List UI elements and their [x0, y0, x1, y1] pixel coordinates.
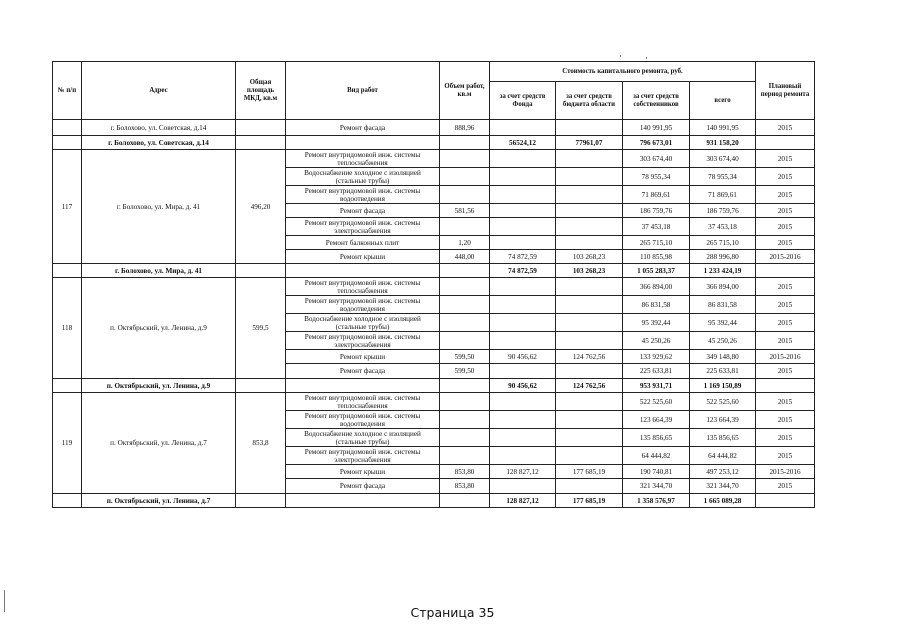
subtotal-owners: 953 931,71	[623, 379, 690, 393]
cell-owners: 140 991,95	[623, 120, 690, 136]
cell-work	[286, 136, 440, 150]
header-owners: за счет средств собственников	[623, 82, 690, 120]
cell-period: 2015	[756, 236, 815, 250]
cell-fund	[490, 236, 556, 250]
cell-total: 497 253,12	[690, 465, 756, 479]
cell-total: 140 991,95	[690, 120, 756, 136]
header-period: Плановый период ремонта	[756, 62, 815, 120]
cell-owners: 366 894,00	[623, 278, 690, 296]
cell-volume: 599,50	[440, 350, 490, 364]
subtotal-fund: 56524,12	[490, 136, 556, 150]
subtotal-row	[53, 264, 815, 278]
cell-fund: 128 827,12	[490, 465, 556, 479]
cell-volume: 1,20	[440, 236, 490, 250]
cell-num	[53, 379, 82, 393]
subtotal-owners: 1 358 576,97	[623, 494, 690, 508]
subtotal-fund: 90 456,62	[490, 379, 556, 393]
subtotal-owners: 796 673,01	[623, 136, 690, 150]
cell-total: 349 148,80	[690, 350, 756, 364]
cell-fund	[490, 278, 556, 296]
cell-volume	[440, 278, 490, 296]
cell-period: 2015	[756, 447, 815, 465]
cell-work: Ремонт внутридомовой инж. системы теплоснабжения	[286, 393, 440, 411]
cell-fund	[490, 296, 556, 314]
cell-period: 2015	[756, 218, 815, 236]
cell-fund: 90 456,62	[490, 350, 556, 364]
cell-owners: 303 674,40	[623, 150, 690, 168]
table-row	[53, 120, 815, 136]
cell-owners: 225 633,81	[623, 364, 690, 379]
cell-period: 2015	[756, 411, 815, 429]
cell-region	[556, 296, 623, 314]
cell-region	[556, 204, 623, 218]
cell-fund	[490, 218, 556, 236]
cell-total: 303 674,40	[690, 150, 756, 168]
cell-volume: 853,80	[440, 465, 490, 479]
subtotal-row	[53, 379, 815, 393]
cell-num	[53, 120, 82, 136]
cell-area	[236, 379, 286, 393]
cell-volume	[440, 218, 490, 236]
cell-total: 71 869,61	[690, 186, 756, 204]
cell-total: 321 344,70	[690, 479, 756, 494]
cell-region: 177 685,19	[556, 465, 623, 479]
cell-work: Водоснабжение холодное с изоляцией (стальные трубы)	[286, 168, 440, 186]
cell-num: 117	[53, 150, 82, 264]
cell-work: Ремонт крыши	[286, 465, 440, 479]
cell-owners: 133 929,62	[623, 350, 690, 364]
subtotal-row	[53, 494, 815, 508]
cell-volume	[440, 264, 490, 278]
subtotal-total: 931 158,20	[690, 136, 756, 150]
cell-region	[556, 150, 623, 168]
header-cost-group: Стоимость капитального ремонта, руб.	[490, 62, 756, 82]
cell-period: 2015	[756, 332, 815, 350]
cell-area	[236, 136, 286, 150]
cell-total: 265 715,10	[690, 236, 756, 250]
cell-work: Ремонт внутридомовой инж. системы электроснабжения	[286, 447, 440, 465]
cell-owners: 110 855,98	[623, 250, 690, 264]
cell-num	[53, 136, 82, 150]
cell-fund	[490, 447, 556, 465]
subtotal-region: 177 685,19	[556, 494, 623, 508]
cell-period: 2015	[756, 186, 815, 204]
cell-owners: 123 664,39	[623, 411, 690, 429]
cell-work: Ремонт внутридомовой инж. системы водоотведения	[286, 411, 440, 429]
cell-region	[556, 236, 623, 250]
cell-owners: 71 869,61	[623, 186, 690, 204]
cell-period: 2015	[756, 296, 815, 314]
cell-period: 2015-2016	[756, 465, 815, 479]
subtotal-region: 77961,07	[556, 136, 623, 150]
header-address: Адрес	[82, 62, 236, 120]
subtotal-region: 103 268,23	[556, 264, 623, 278]
cell-fund	[490, 332, 556, 350]
header-volume: Объем работ, кв.м	[440, 62, 490, 120]
cell-region	[556, 447, 623, 465]
cell-volume	[440, 150, 490, 168]
cell-region	[556, 332, 623, 350]
cell-address: г. Болохово, ул. Мира, д. 41	[82, 150, 236, 264]
header-row-1	[53, 62, 815, 82]
cell-area: 599,5	[236, 278, 286, 379]
cell-work: Ремонт внутридомовой инж. системы электроснабжения	[286, 218, 440, 236]
table-row	[53, 150, 815, 168]
cell-owners: 64 444,82	[623, 447, 690, 465]
cell-num	[53, 264, 82, 278]
cell-period: 2015	[756, 429, 815, 447]
cell-volume	[440, 411, 490, 429]
cell-owners: 45 250,26	[623, 332, 690, 350]
cell-volume	[440, 494, 490, 508]
cell-total: 123 664,39	[690, 411, 756, 429]
subtotal-total: 1 233 424,19	[690, 264, 756, 278]
cell-total: 135 856,65	[690, 429, 756, 447]
cell-period: 2015	[756, 314, 815, 332]
cell-total: 64 444,82	[690, 447, 756, 465]
cell-period	[756, 136, 815, 150]
cell-region	[556, 314, 623, 332]
cell-fund	[490, 314, 556, 332]
cell-total: 186 759,76	[690, 204, 756, 218]
cell-owners: 190 740,81	[623, 465, 690, 479]
cell-region: 124 762,56	[556, 350, 623, 364]
header-num: № п/п	[53, 62, 82, 120]
cell-address: п. Октябрьский, ул. Ленина, д.9	[82, 278, 236, 379]
cell-num: 119	[53, 393, 82, 494]
cell-fund	[490, 168, 556, 186]
cell-work: Ремонт крыши	[286, 350, 440, 364]
cell-num: 118	[53, 278, 82, 379]
cell-work: Ремонт фасада	[286, 120, 440, 136]
scan-artifact	[646, 57, 647, 59]
cell-region	[556, 411, 623, 429]
header-work-type: Вид работ	[286, 62, 440, 120]
cell-total: 45 250,26	[690, 332, 756, 350]
cell-period: 2015-2016	[756, 250, 815, 264]
cell-work: Ремонт фасада	[286, 364, 440, 379]
cell-work: Ремонт внутридомовой инж. системы теплоснабжения	[286, 150, 440, 168]
header-total: всего	[690, 82, 756, 120]
cell-volume: 448,00	[440, 250, 490, 264]
cell-volume: 853,80	[440, 479, 490, 494]
cell-region	[556, 218, 623, 236]
cell-area: 496,20	[236, 150, 286, 264]
cell-total: 225 633,81	[690, 364, 756, 379]
cell-work: Ремонт балконных плит	[286, 236, 440, 250]
cell-work: Ремонт крыши	[286, 250, 440, 264]
page-number: Страница 35	[410, 605, 495, 620]
cell-volume	[440, 314, 490, 332]
subtotal-label: г. Болохово, ул. Мира, д. 41	[82, 264, 236, 278]
subtotal-owners: 1 055 283,37	[623, 264, 690, 278]
cell-volume	[440, 379, 490, 393]
subtotal-label: п. Октябрьский, ул. Ленина, д.7	[82, 494, 236, 508]
cell-period	[756, 264, 815, 278]
cell-fund	[490, 429, 556, 447]
cell-period: 2015	[756, 204, 815, 218]
cell-owners: 135 856,65	[623, 429, 690, 447]
cell-work: Ремонт фасада	[286, 479, 440, 494]
subtotal-total: 1 169 150,89	[690, 379, 756, 393]
header-region: за счет средств бюджета области	[556, 82, 623, 120]
cell-total: 78 955,34	[690, 168, 756, 186]
cell-period	[756, 494, 815, 508]
cell-total: 95 392,44	[690, 314, 756, 332]
cell-work: Ремонт внутридомовой инж. системы электроснабжения	[286, 332, 440, 350]
cell-owners: 95 392,44	[623, 314, 690, 332]
subtotal-fund: 128 827,12	[490, 494, 556, 508]
cell-period: 2015-2016	[756, 350, 815, 364]
cell-period: 2015	[756, 393, 815, 411]
cell-period	[756, 379, 815, 393]
cell-owners: 265 715,10	[623, 236, 690, 250]
subtotal-fund: 74 872,59	[490, 264, 556, 278]
cell-volume	[440, 393, 490, 411]
header-fund: за счет средств Фонда	[490, 82, 556, 120]
cell-fund: 74 872,59	[490, 250, 556, 264]
cell-volume	[440, 332, 490, 350]
cell-period: 2015	[756, 120, 815, 136]
cell-volume	[440, 429, 490, 447]
cell-region	[556, 479, 623, 494]
cell-work: Ремонт фасада	[286, 204, 440, 218]
subtotal-total: 1 665 089,28	[690, 494, 756, 508]
cell-period: 2015	[756, 364, 815, 379]
cell-work	[286, 264, 440, 278]
cell-period: 2015	[756, 168, 815, 186]
cell-area	[236, 120, 286, 136]
cell-owners: 78 955,34	[623, 168, 690, 186]
cell-num	[53, 494, 82, 508]
cell-owners: 37 453,18	[623, 218, 690, 236]
table-row	[53, 393, 815, 411]
cell-work: Водоснабжение холодное с изоляцией (стальные трубы)	[286, 429, 440, 447]
cell-work: Ремонт внутридомовой инж. системы водоотведения	[286, 296, 440, 314]
cell-total: 366 894,00	[690, 278, 756, 296]
subtotal-region: 124 762,56	[556, 379, 623, 393]
cell-owners: 186 759,76	[623, 204, 690, 218]
cell-owners: 321 344,70	[623, 479, 690, 494]
cell-fund	[490, 204, 556, 218]
cell-area	[236, 494, 286, 508]
cell-volume	[440, 136, 490, 150]
cell-total: 37 453,18	[690, 218, 756, 236]
cell-volume	[440, 296, 490, 314]
cell-address: г. Болохово, ул. Советская, д.14	[82, 120, 236, 136]
cell-region: 103 268,23	[556, 250, 623, 264]
subtotal-row	[53, 136, 815, 150]
cell-volume: 581,56	[440, 204, 490, 218]
scan-artifact	[620, 55, 621, 57]
cell-area: 853,8	[236, 393, 286, 494]
cell-region	[556, 120, 623, 136]
cell-work	[286, 494, 440, 508]
subtotal-label: г. Болохово, ул. Советская, д.14	[82, 136, 236, 150]
table-row	[53, 278, 815, 296]
cell-total: 522 525,60	[690, 393, 756, 411]
cell-period: 2015	[756, 479, 815, 494]
cell-fund	[490, 120, 556, 136]
cell-work	[286, 379, 440, 393]
cell-volume: 599,50	[440, 364, 490, 379]
cell-volume	[440, 447, 490, 465]
capital-repair-table	[52, 61, 815, 508]
cell-work: Ремонт внутридомовой инж. системы теплоснабжения	[286, 278, 440, 296]
cell-region	[556, 278, 623, 296]
cell-region	[556, 429, 623, 447]
cell-region	[556, 168, 623, 186]
cell-region	[556, 393, 623, 411]
cell-period: 2015	[756, 278, 815, 296]
cell-region	[556, 186, 623, 204]
cell-fund	[490, 411, 556, 429]
cell-owners: 86 831,58	[623, 296, 690, 314]
cell-volume	[440, 186, 490, 204]
cell-fund	[490, 186, 556, 204]
cell-fund	[490, 479, 556, 494]
cell-fund	[490, 364, 556, 379]
cell-address: п. Октябрьский, ул. Ленина, д.7	[82, 393, 236, 494]
cell-area	[236, 264, 286, 278]
cell-period: 2015	[756, 150, 815, 168]
cell-work: Водоснабжение холодное с изоляцией (стальные трубы)	[286, 314, 440, 332]
cell-work: Ремонт внутридомовой инж. системы водоотведения	[286, 186, 440, 204]
cell-region	[556, 364, 623, 379]
cell-volume	[440, 168, 490, 186]
subtotal-label: п. Октябрьский, ул. Ленина, д.9	[82, 379, 236, 393]
cell-total: 86 831,58	[690, 296, 756, 314]
header-area: Общая площадь МКД, кв.м	[236, 62, 286, 120]
cell-fund	[490, 150, 556, 168]
cell-fund	[490, 393, 556, 411]
cell-total: 288 996,80	[690, 250, 756, 264]
cell-volume: 888,96	[440, 120, 490, 136]
cell-owners: 522 525,60	[623, 393, 690, 411]
